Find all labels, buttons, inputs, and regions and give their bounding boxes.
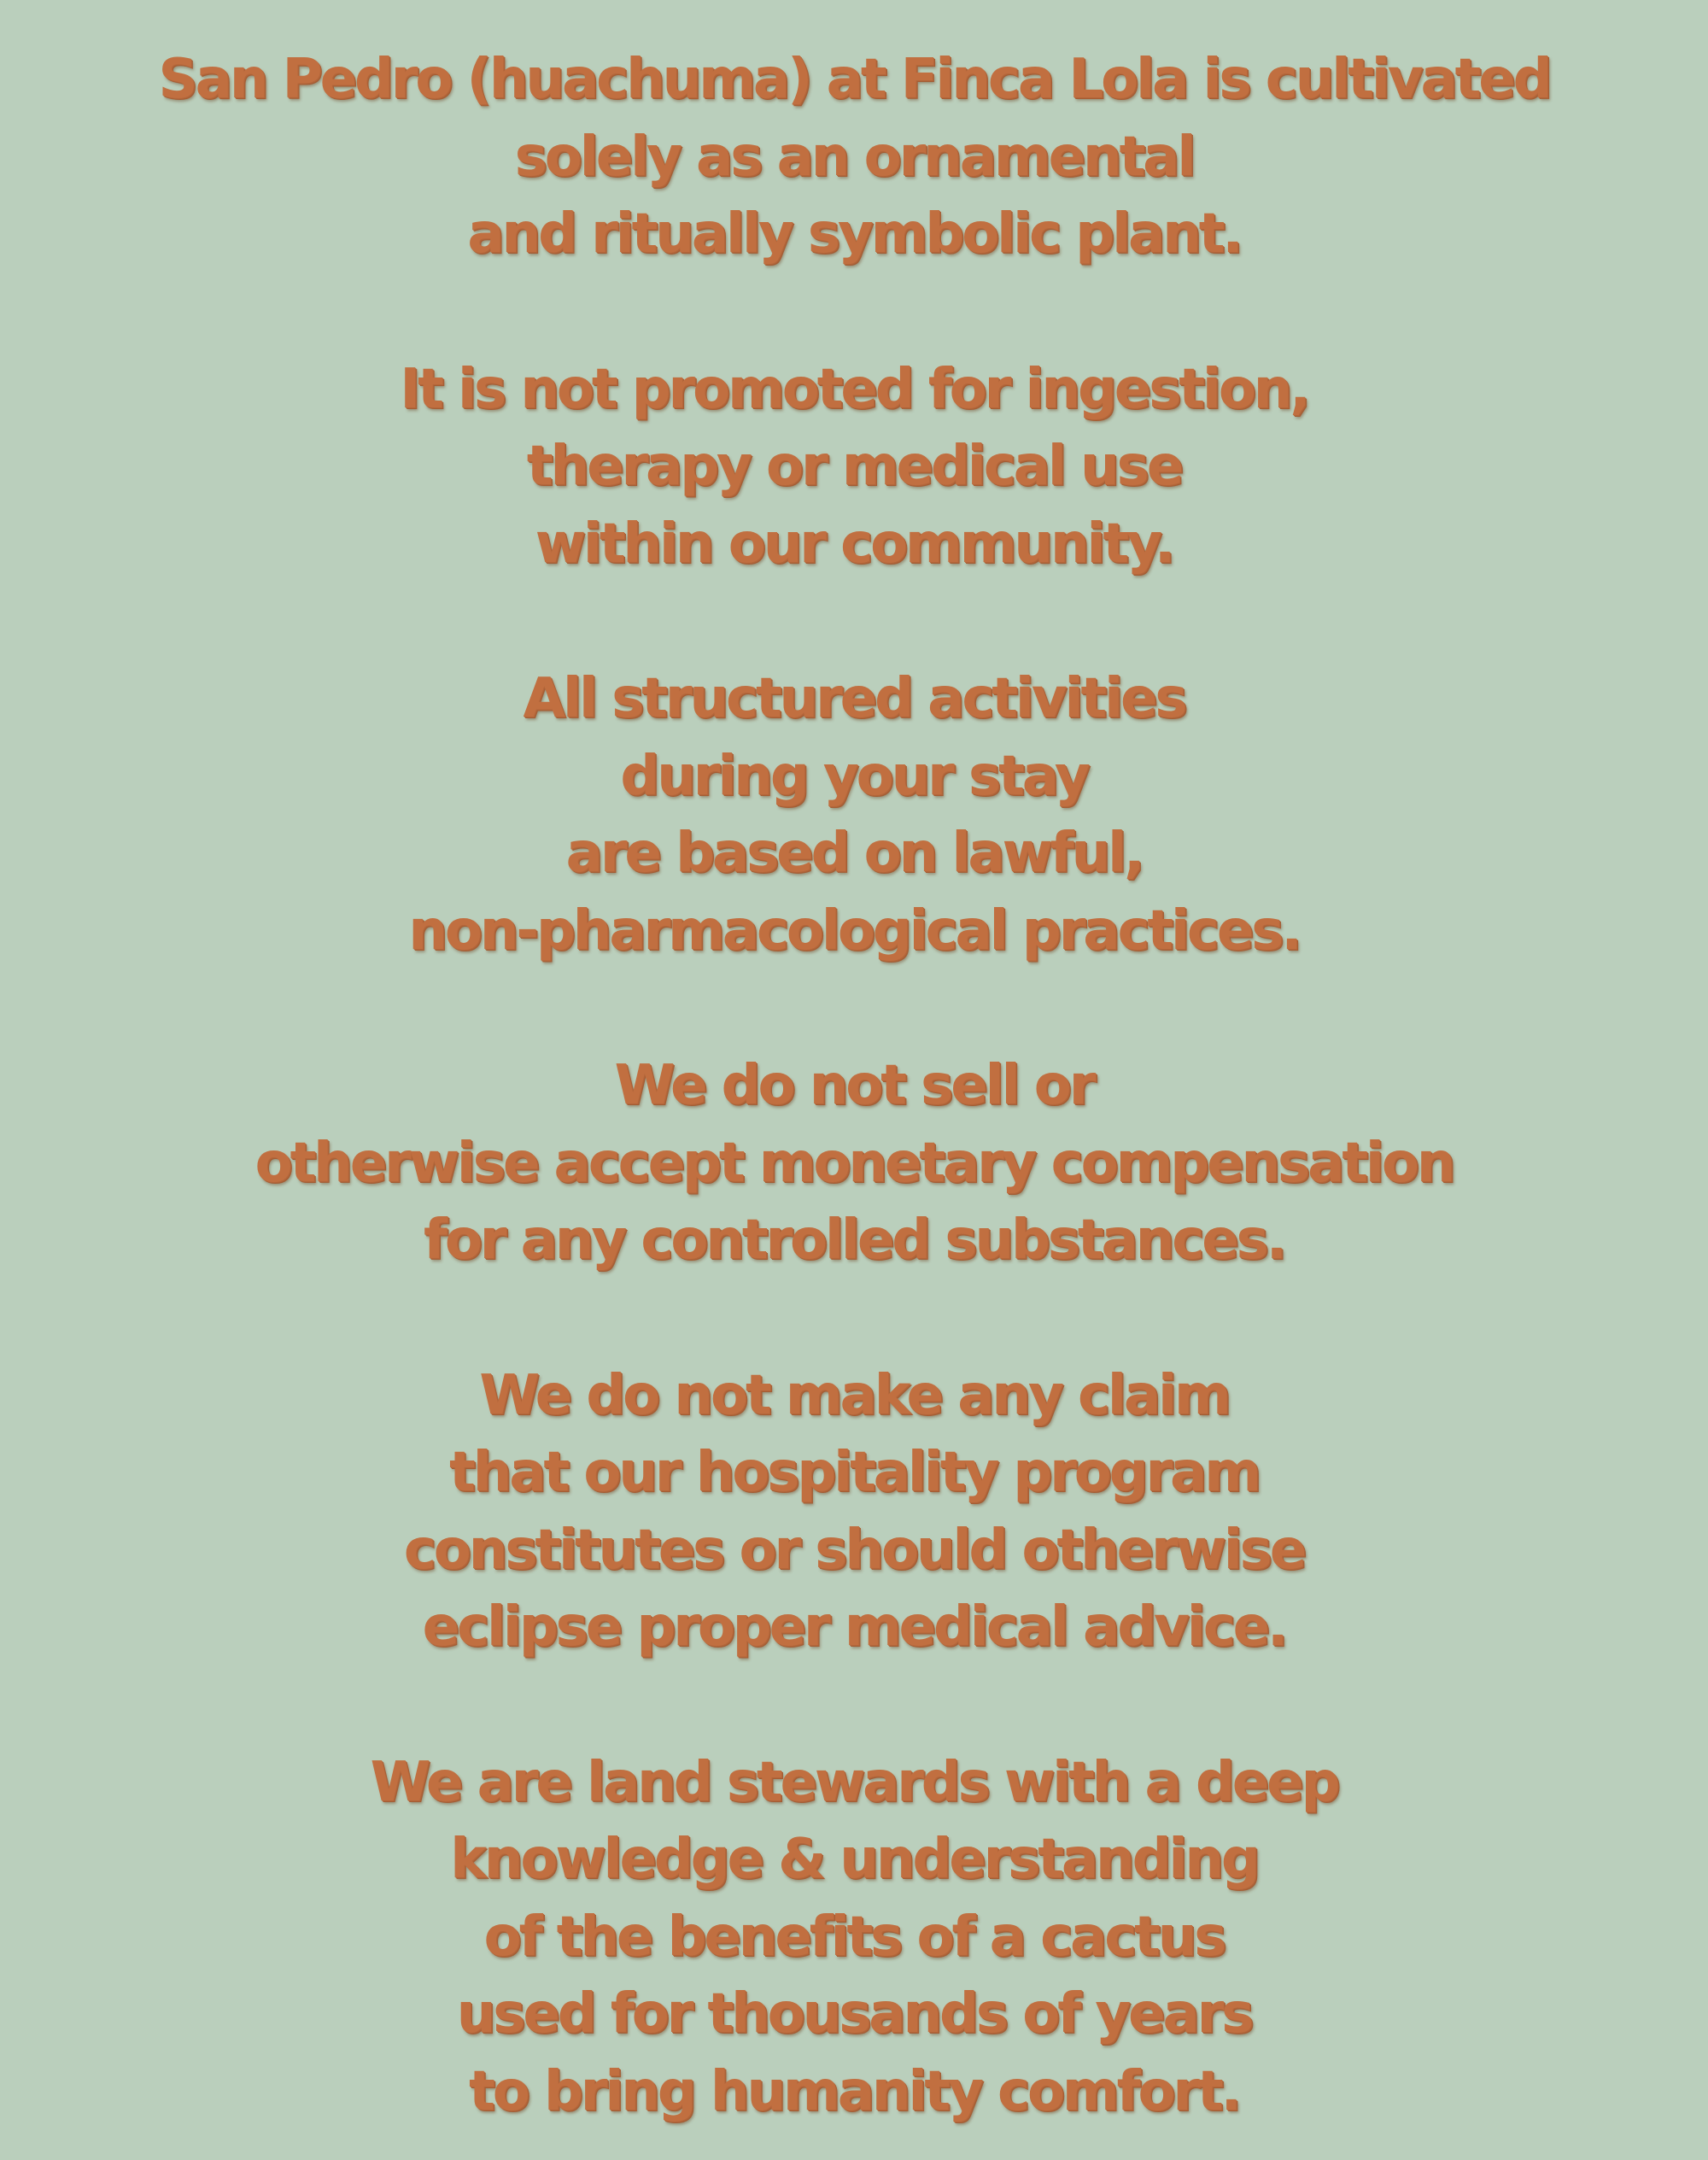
text-line: within our community. <box>535 512 1173 576</box>
text-line: We are land stewards with a deep <box>370 1750 1338 1814</box>
text-line: therapy or medical use <box>526 435 1182 498</box>
text-line: of the benefits of a cactus <box>483 1905 1225 1969</box>
text-line: used for thousands of years <box>456 1982 1252 2046</box>
text-line: knowledge & understanding <box>450 1828 1258 1891</box>
text-line: non-pharmacological practices. <box>408 899 1300 963</box>
paragraph-ornamental-plant <box>0 41 1708 273</box>
text-line: and ritually symbolic plant. <box>467 202 1241 266</box>
text-line: to bring humanity comfort. <box>469 2059 1239 2123</box>
text-line: are based on lawful, <box>565 822 1143 885</box>
text-line: solely as an ornamental <box>514 125 1194 189</box>
text-line: It is not promoted for ingestion, <box>400 357 1308 421</box>
text-line: during your stay <box>620 744 1088 808</box>
text-line: eclipse proper medical advice. <box>422 1595 1286 1659</box>
text-line: San Pedro (huachuma) at Finca Lola is cultivated <box>158 48 1550 111</box>
paragraph-no-sales <box>0 1047 1708 1279</box>
statement <box>0 41 1708 2130</box>
text-line: otherwise accept monetary compensation <box>254 1131 1454 1195</box>
text-line: We do not make any claim <box>479 1363 1229 1427</box>
text-line: We do not sell or <box>614 1054 1094 1117</box>
paragraph-not-for-ingestion <box>0 351 1708 583</box>
text-line: that our hospitality program <box>449 1441 1259 1504</box>
paragraph-land-stewards <box>0 1744 1708 2131</box>
text-line: All structured activities <box>523 667 1185 730</box>
text-line: constitutes or should otherwise <box>403 1518 1305 1582</box>
paragraph-lawful-activities <box>0 660 1708 969</box>
text-line: for any controlled substances. <box>423 1209 1285 1272</box>
paragraph-no-medical-claim <box>0 1357 1708 1666</box>
